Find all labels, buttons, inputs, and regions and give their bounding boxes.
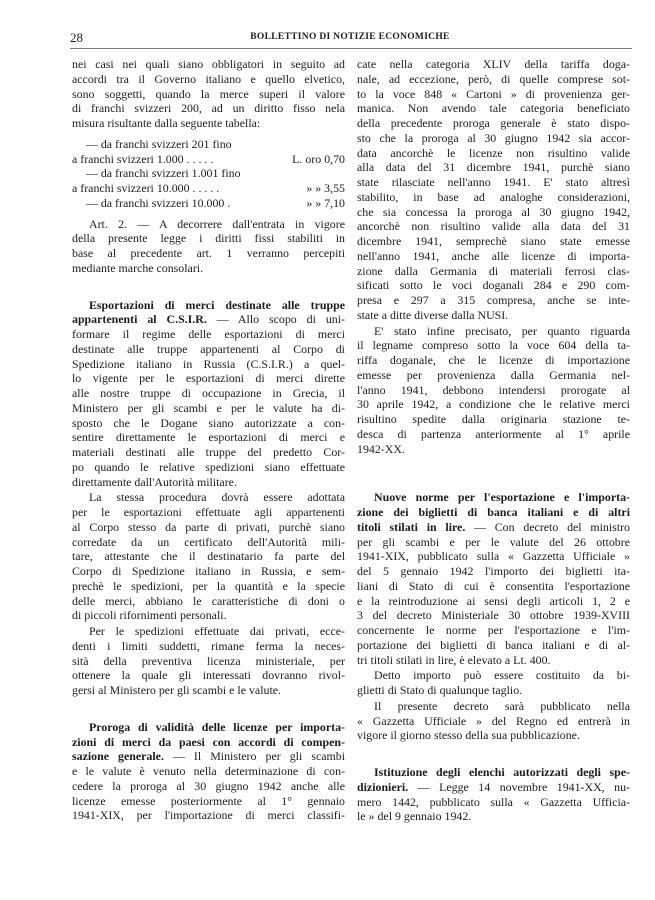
text-line: che sia concessa la proroga al 30 giugno 1942,	[357, 204, 630, 219]
right-column	[357, 56, 630, 824]
text-line: corredate da un certificato dell'Autorità mili-	[72, 534, 345, 549]
text-line: stabilito, in base ad analoghe considerazioni,	[357, 189, 630, 204]
text-line: le » del 9 gennaio 1942.	[357, 809, 472, 824]
text-line: cate nella categoria XLIV della tariffa doga-	[357, 57, 630, 71]
table-cell-range: a franchi svizzeri 1.000 . . . . .	[72, 151, 214, 166]
paragraph	[72, 624, 345, 698]
text-line: 1941-XIX, pubblicato sulla « Gazzetta Ufficiale »	[357, 549, 630, 564]
table-cell-range: — da franchi svizzeri 10.000 .	[86, 195, 231, 210]
table-row	[72, 196, 345, 211]
text-line	[357, 505, 630, 520]
text-line: mediante marche consolari.	[72, 260, 204, 275]
section-heading: titoli stilati in lire.	[357, 519, 466, 534]
text-line: E' stato infine precisato, per quanto riguarda	[374, 323, 630, 338]
text-line: ancorchè non risultino valide alla data del 31	[357, 219, 630, 234]
text-line: l'anno 1941, debbono intendersi prorogate al	[357, 382, 630, 397]
text-line: mero 1442, pubblicato sulla « Gazzetta Ufficia-	[357, 794, 630, 809]
table-row	[72, 181, 345, 196]
table-row	[72, 137, 345, 152]
text-line: lo vigente per le esportazioni di merci dirette	[72, 371, 345, 386]
table-row	[72, 152, 345, 167]
text-line: 30 aprile 1942, a condizione che le relative merci	[357, 397, 630, 412]
text-line: tare, attestante che il destinatario fa parte del	[72, 549, 345, 564]
text-run: — Allo scopo di uni-	[206, 312, 345, 327]
text-line: nale, ad eccezione, però, di quelle comprese sot-	[357, 71, 630, 86]
text-line: emesse per provenienza dalla Germania nel-	[357, 367, 630, 382]
article-section	[72, 298, 345, 490]
text-line: state rilasciate nell'anno 1941. E' stato altresì	[357, 175, 630, 189]
text-line: 3 del decreto Ministeriale 30 ottobre 1939-XVIII	[357, 608, 630, 623]
text-line: Per le spedizioni effettuate dai privati, ecce-	[89, 624, 345, 638]
text-line: materiali destinati alle truppe del predetto Cor-	[72, 445, 345, 459]
text-line: destinate alle truppe appartenenti al Corpo di	[72, 341, 345, 356]
page-number: 28	[70, 30, 83, 45]
text-line: « Gazzetta Ufficiale » del Regno ed entrerà in	[357, 713, 630, 728]
text-line: risultino spedite dalla originaria stazione te-	[357, 412, 630, 426]
section-heading: zione dei biglietti di banca italiani e di altri	[357, 505, 630, 519]
table-cell-range: — da franchi svizzeri 201 fino	[86, 136, 232, 151]
text-run: — Il Ministero per gli scambi	[163, 749, 345, 764]
table-row	[72, 166, 345, 181]
section-heading: dizionieri.	[357, 779, 409, 794]
paragraph	[72, 57, 345, 131]
text-line: licenze emesse posteriormente al 1° gennaio	[72, 793, 345, 808]
table-cell-range: a franchi svizzeri 10.000 . . . . .	[72, 181, 220, 195]
paragraph	[72, 217, 345, 276]
text-line: e le valute è venuto nella determinazione di con-	[72, 764, 345, 778]
section-heading: Nuove norme per l'esportazione e l'importa-	[374, 490, 630, 505]
text-run: — Legge 14 novembre 1941-XX, nu-	[408, 779, 630, 794]
text-line: desca di partenza anteriormente al 1° aprile	[357, 426, 630, 441]
text-line: liani di Stato di cui è consentita l'esportazione	[357, 578, 630, 593]
text-line: cedere la proroga al 30 giugno 1942 anche alle	[72, 778, 345, 793]
text-line: formare il regime delle esportazioni di merci	[72, 327, 345, 341]
paragraph	[357, 668, 630, 698]
text-line: per le esportazioni effettuate agli appartenenti	[72, 505, 345, 519]
text-line: Il presente decreto sarà pubblicato nella	[374, 698, 630, 713]
text-line	[72, 749, 345, 764]
text-line: ottenere la quale gli interessati dovranno rivol-	[72, 668, 345, 683]
text-line: Detto importo può essere costituito da bi-	[374, 668, 630, 683]
text-line: della presente legge i diritti fissi stabiliti in	[72, 231, 345, 246]
section-heading: zioni di merci da paesi con accordi di compen-	[72, 734, 345, 749]
text-line: e la reintroduzione ai sensi degli articoli 1, 2 e	[357, 593, 630, 608]
text-line: delle merci, abbiano le caratteristiche di doni o	[72, 593, 345, 608]
text-line	[357, 765, 630, 780]
text-line: al Corpo stesso da parte di privati, purchè siano	[72, 519, 345, 534]
text-line: zione dalla Germania di materiali ferrosi clas-	[357, 263, 630, 278]
text-line: del 5 gennaio 1942 l'importo dei biglietti ita-	[357, 564, 630, 578]
text-line: sono soggetti, quando la merce superi il valore	[72, 86, 345, 101]
text-line	[72, 735, 345, 750]
text-line: sità della preventiva licenza ministeriale, per	[72, 653, 345, 668]
text-line	[72, 720, 345, 735]
text-line: Corpo di Spedizione italiano in Russia, e sem-	[72, 564, 345, 578]
text-line: state a ditte diverse dalla NUSI.	[357, 307, 509, 322]
running-title: BOLLETTINO DI NOTIZIE ECONOMICHE	[250, 32, 450, 42]
text-line: manica. Non avendo tale categoria beneficiato	[357, 101, 630, 116]
text-line: della precedente proroga generale è stato dispo-	[357, 116, 630, 130]
text-line: di franchi svizzeri 200, ad un diritto fisso nela	[72, 101, 345, 116]
section-heading: sazione generale.	[72, 749, 164, 764]
header-rule	[70, 48, 632, 49]
text-line: Ministero per gli scambi e per le valute ha di-	[72, 400, 345, 415]
text-line: alle nostre truppe di occupazione in Grecia, il	[72, 386, 345, 400]
text-line: portazione dei biglietti di banca italiani e di al-	[357, 637, 630, 652]
table-cell-fee: L. oro 0,70	[292, 151, 345, 166]
article-section	[357, 765, 630, 824]
text-line: sposto che le Dogane siano autorizzate a con-	[72, 415, 345, 430]
text-line: accordi tra il Governo italiano e quello elvetico,	[72, 71, 345, 86]
paragraph	[357, 324, 630, 457]
text-line: concernente le norme per l'esportazione e l'im-	[357, 623, 630, 637]
text-line: nei casi nei quali siano obbligatori in seguito ad	[72, 57, 345, 71]
text-line: nell'anno 1941, anche alle licenze di importa-	[357, 248, 630, 263]
text-line: dicembre 1941, semprechè siano state emesse	[357, 234, 630, 248]
text-line	[357, 520, 630, 535]
section-heading: Proroga di validità delle licenze per importa-	[89, 719, 345, 734]
text-line: base al precedente art. 1 verranno percepiti	[72, 246, 345, 260]
text-line: presa e 297 a 315 compresa, anche se inte-	[357, 293, 630, 307]
text-line: riffa doganale, che le licenze di importazione	[357, 353, 630, 367]
text-line: to la voce 848 « Cartoni » di provenienza ger-	[357, 86, 630, 101]
section-heading: appartenenti al C.S.I.R.	[72, 312, 207, 327]
text-line: 1941-XIX, per l'importazione di merci classifi-	[72, 808, 345, 823]
text-line: sentire direttamente le esportazioni di merci e	[72, 430, 345, 445]
text-line: il legname compreso sotto la voce 604 della ta-	[357, 338, 630, 353]
text-line: gersi al Ministero per gli scambi e le valute.	[72, 683, 282, 697]
text-line: direttamente dall'Autorità militare.	[72, 474, 237, 489]
text-line: per gli scambi e per le valute del 26 ottobre	[357, 534, 630, 549]
page-header	[70, 30, 630, 48]
table-cell-range: — da franchi svizzeri 1.001 fino	[86, 166, 241, 181]
table-cell-fee: » » 7,10	[306, 195, 345, 210]
text-line: sto che la proroga al 30 giugno 1942 sia accor-	[357, 130, 630, 145]
text-line: glietti di Stato di qualunque taglio.	[357, 683, 523, 697]
text-line	[72, 298, 345, 313]
article-section	[72, 720, 345, 823]
left-column	[72, 56, 345, 823]
section-heading: Esportazioni di merci destinate alle truppe	[89, 297, 345, 312]
text-line: Art. 2. — A decorrere dall'entrata in vigore	[89, 216, 345, 231]
article-section	[357, 490, 630, 667]
text-line: denti i limiti suddetti, rimane ferma la neces-	[72, 638, 345, 653]
text-line: alla data del 31 dicembre 1941, purchè siano	[357, 160, 630, 175]
text-line: prechè le spedizioni, per la quantità e la specie	[72, 578, 345, 593]
paragraph	[357, 57, 630, 323]
text-line: vigore il giorno stesso della sua pubblicazione.	[357, 728, 580, 743]
paragraph	[72, 490, 345, 623]
text-line: data ancorchè le licenze non risultino valide	[357, 145, 630, 160]
text-line: La stessa procedura dovrà essere adottata	[89, 490, 345, 505]
text-line	[357, 780, 630, 795]
text-line: tri titoli stilati in lire, è elevato a Lt. 400.	[357, 652, 551, 667]
text-line: 1942-XX.	[357, 441, 405, 456]
section-heading: Istituzione degli elenchi autorizzati degli spe-	[374, 765, 630, 779]
paragraph	[357, 699, 630, 743]
text-line: Spedizione italiano in Russia (C.S.I.R.) a quel-	[72, 356, 345, 371]
text-line: sificati sotto le voci doganali 284 e 290 com-	[357, 278, 630, 293]
fee-table	[72, 137, 345, 211]
text-run: — Con decreto del ministro	[465, 519, 630, 534]
text-line	[357, 490, 630, 505]
text-line: misura risultante dalla seguente tabella:	[72, 116, 261, 130]
text-line: po quando le relative spedizioni siano effettuate	[72, 459, 345, 474]
table-cell-fee: » » 3,55	[306, 181, 345, 195]
text-line: di piccoli rifornimenti personali.	[72, 608, 227, 623]
text-line	[72, 312, 345, 327]
